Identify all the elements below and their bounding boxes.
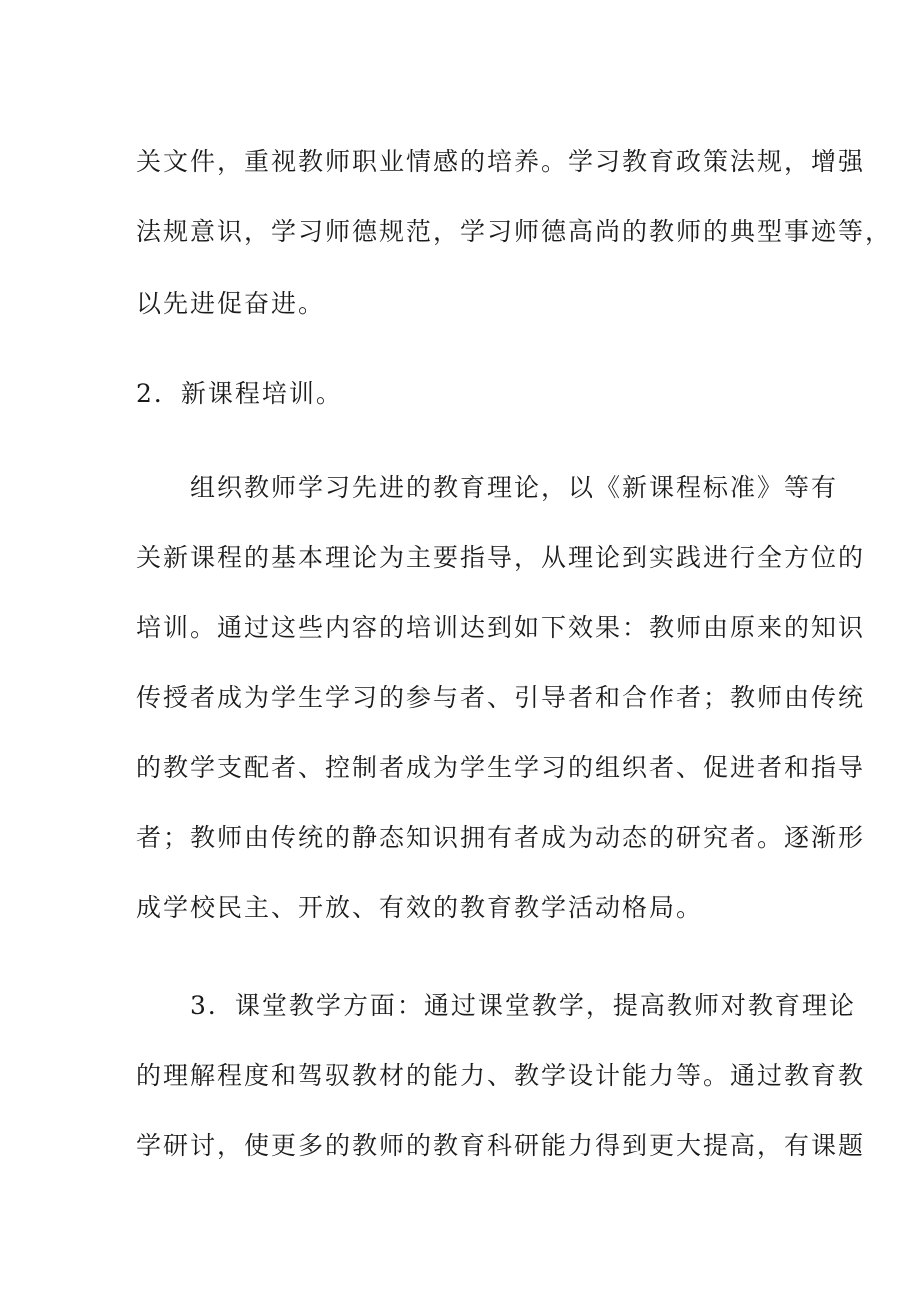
paragraph-line: 传授者成为学生学习的参与者、引导者和合作者；教师由传统 xyxy=(136,683,866,712)
paragraph-line: 关新课程的基本理论为主要指导，从理论到实践进行全方位的 xyxy=(136,543,866,572)
paragraph-line: 的理解程度和驾驭教材的能力、教学设计能力等。通过教育教 xyxy=(136,1061,866,1090)
paragraph-line: 关文件，重视教师职业情感的培养。学习教育政策法规，增强 xyxy=(136,147,866,176)
paragraph-line: 学研讨，使更多的教师的教育科研能力得到更大提高，有课题 xyxy=(136,1131,866,1160)
section-heading: 2．新课程培训。 xyxy=(136,379,343,408)
section-heading: 3．课堂教学方面：通过课堂教学，提高教师对教育理论 xyxy=(190,991,856,1020)
paragraph-line: 的教学支配者、控制者成为学生学习的组织者、促进者和指导 xyxy=(136,753,866,782)
paragraph-line: 组织教师学习先进的教育理论，以《新课程标准》等有 xyxy=(190,473,839,502)
paragraph-line: 者；教师由传统的静态知识拥有者成为动态的研究者。逐渐形 xyxy=(136,823,866,852)
paragraph-line: 培训。通过这些内容的培训达到如下效果：教师由原来的知识 xyxy=(136,613,866,642)
paragraph-line: 成学校民主、开放、有效的教育教学活动格局。 xyxy=(136,893,704,922)
paragraph-line: 法规意识，学习师德规范，学习师德高尚的教师的典型事迹等， xyxy=(136,217,893,246)
paragraph-line: 以先进促奋进。 xyxy=(136,289,326,318)
